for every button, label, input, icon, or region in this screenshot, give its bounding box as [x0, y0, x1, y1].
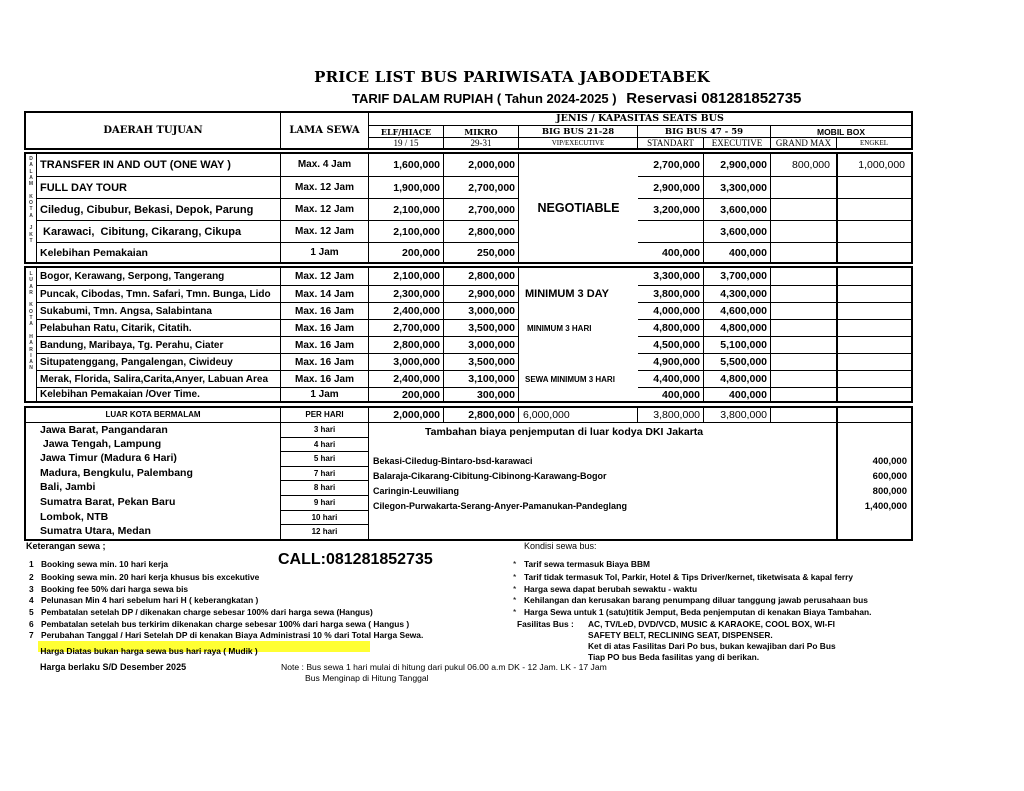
grandmax-price: [770, 242, 836, 262]
bermalam-table: [24, 406, 913, 541]
pickup-price-block: [836, 422, 911, 539]
page-title: PRICE LIST BUS PARIWISATA JABODETABEK: [314, 68, 710, 86]
side-letter: T: [29, 237, 33, 244]
engkel-price: 1,000,000: [836, 154, 911, 176]
area-cell: Bandung, Maribaya, Tg. Perahu, Ciater: [36, 336, 280, 353]
elf-price: 2,400,000: [368, 302, 443, 319]
negotiable-label: NEGOTIABLE: [537, 201, 620, 215]
header-bigbus21-sub: VIP/EXECUTIVE: [518, 137, 637, 148]
engkel-price: [836, 336, 911, 353]
elf-price: 2,300,000: [368, 285, 443, 302]
elf-price: 2,100,000: [368, 198, 443, 220]
luar-kota-table: [24, 266, 913, 403]
elf-price: 1,900,000: [368, 176, 443, 198]
standart-price: [637, 220, 703, 242]
standart-price: 4,000,000: [637, 302, 703, 319]
lama-cell: Max. 16 Jam: [280, 302, 368, 319]
kondisi-item: Tarif tidak termasuk Tol, Parkir, Hotel & Tips Driver/kernet, tiketwisata & kapal ferry: [524, 572, 854, 582]
grandmax-price: [770, 336, 836, 353]
destination-name: Sumatra Barat, Pekan Baru: [40, 496, 176, 508]
standart-price: 4,900,000: [637, 353, 703, 370]
kondisi-item: Harga sewa dapat berubah sewaktu - waktu: [524, 584, 698, 594]
header-daerah: DAERAH TUJUAN: [103, 125, 203, 136]
grandmax-price: [770, 302, 836, 319]
grandmax-price: [770, 319, 836, 336]
area-cell: FULL DAY TOUR: [36, 176, 280, 198]
side-letter: A: [29, 340, 33, 347]
keterangan-title: Keterangan sewa ;: [26, 541, 106, 551]
pickup-route: Caringin-Leuwiliang: [373, 486, 460, 496]
destination-name: Lombok, NTB: [40, 510, 109, 523]
pickup-route: Bekasi-Ciledug-Bintaro-bsd-karawaci: [373, 456, 533, 466]
standart-price: 3,300,000: [637, 268, 703, 285]
mikro-price: 3,000,000: [443, 336, 518, 353]
engkel-price: [836, 176, 911, 198]
executive-price: 4,800,000: [703, 370, 770, 387]
engkel-price: [836, 242, 911, 262]
area-cell: Sukabumi, Tmn. Angsa, Salabintana: [36, 302, 280, 319]
elf-price: 200,000: [368, 387, 443, 401]
mudik-highlight-text: Harga Diatas bukan harga sewa bus hari raya ( Mudik ): [38, 646, 258, 656]
elf-price: 3,000,000: [368, 353, 443, 370]
header-bigbus21: BIG BUS 21-28: [518, 125, 637, 137]
lama-cell: Max. 12 Jam: [280, 268, 368, 285]
minimum-cell: [518, 268, 638, 401]
side-letter: K: [29, 193, 33, 200]
pickup-block: [368, 422, 836, 539]
standart-price: 400,000: [637, 242, 703, 262]
lama-cell: 1 Jam: [280, 242, 368, 262]
executive-price: 4,600,000: [703, 302, 770, 319]
bullet-icon: *: [513, 559, 517, 569]
grandmax-price: [770, 220, 836, 242]
executive-price: 3,600,000: [703, 198, 770, 220]
area-cell: Situpatenggang, Pangalengan, Ciwideuy: [36, 353, 280, 370]
elf-price: 2,100,000: [368, 268, 443, 285]
standart-price: 2,900,000: [637, 176, 703, 198]
side-letter: J: [29, 225, 33, 232]
bermalam-mikro: 2,800,000: [443, 408, 518, 422]
note-number: 1: [29, 559, 34, 569]
bullet-icon: *: [513, 584, 517, 594]
executive-price: 3,300,000: [703, 176, 770, 198]
kondisi-item: Kehilangan dan kerusakan barang penumpang diluar tanggung jawab perusahaan bus: [524, 595, 868, 605]
mikro-price: 3,500,000: [443, 319, 518, 336]
kondisi-item: Harga Sewa untuk 1 (satu)titik Jemput, Beda penjemputan di kenakan Biaya Tambahan.: [524, 607, 872, 617]
lama-cell: 1 Jam: [280, 387, 368, 401]
pickup-route: Cilegon-Purwakarta-Serang-Anyer-Pamanukan-Pandeglang: [373, 501, 628, 511]
destination-name: Sumatra Utara, Medan: [40, 525, 151, 538]
bermalam-grandmax: [770, 408, 836, 422]
note-text: Booking fee 50% dari harga sewa bis: [41, 584, 189, 594]
lama-cell: Max. 16 Jam: [280, 353, 368, 370]
side-letter: I: [30, 352, 32, 359]
note-line-1: Note : Bus sewa 1 hari mulai di hitung dari pukul 06.00 a.m DK - 12 Jam. LK - 17 Jam: [281, 662, 607, 672]
executive-price: 5,500,000: [703, 353, 770, 370]
reservation-phone: Reservasi 081281852735: [626, 90, 802, 107]
bullet-icon: *: [513, 595, 517, 605]
lama-cell: Max. 16 Jam: [280, 336, 368, 353]
per-hari-label: PER HARI: [280, 408, 368, 422]
grandmax-price: [770, 198, 836, 220]
lama-cell: Max. 16 Jam: [280, 370, 368, 387]
side-letter: L: [29, 271, 33, 277]
fasilitas-item: Ket di atas Fasilitas Dari Po bus, bukan kewajiban dari Po Bus: [588, 641, 836, 651]
header-engkel: ENGKEL: [836, 137, 911, 148]
pickup-price: 1,400,000: [864, 501, 907, 512]
note-text: Pelunasan Min 4 hari sebelum hari H ( keberangkatan ): [41, 595, 259, 605]
mudik-highlight: [38, 641, 370, 656]
engkel-price: [836, 285, 911, 302]
sewa-minimum-label: SEWA MINIMUM 3 HARI: [525, 375, 615, 384]
engkel-price: [836, 319, 911, 336]
bermalam-elf: 2,000,000: [368, 408, 443, 422]
table-header: [24, 111, 913, 150]
executive-price: 3,600,000: [703, 220, 770, 242]
side-letter: A: [29, 174, 33, 181]
executive-price: 3,700,000: [703, 268, 770, 285]
note-number: 6: [29, 619, 34, 629]
note-text: Booking sewa min. 10 hari kerja: [41, 559, 169, 569]
note-text: Pembatalan setelah bus terkirim dikenakan charge sebesar 100% dari harga sewa ( Hangus ): [41, 619, 410, 629]
destination-days: 9 hari: [280, 495, 368, 510]
header-jenis: JENIS / KAPASITAS SEATS BUS: [368, 113, 911, 125]
fasilitas-item: Tiap PO bus Beda fasilitas yang di berikan.: [588, 652, 760, 662]
header-standart: STANDART: [637, 137, 703, 148]
negotiable-cell: [518, 154, 638, 262]
header-mikro-sub: 29-31: [443, 137, 518, 148]
destination-days: 7 hari: [280, 466, 368, 481]
mikro-price: 2,900,000: [443, 285, 518, 302]
fasilitas-item: AC, TV/LeD, DVD/VCD, MUSIC & KARAOKE, COOL BOX, WI-FI: [588, 619, 835, 629]
kondisi-item: Tarif sewa termasuk Biaya BBM: [524, 559, 650, 569]
tariff-caption: TARIF DALAM RUPIAH ( Tahun 2024-2025 ): [352, 91, 617, 106]
minimum-3-day-label: MINIMUM 3 DAY: [525, 288, 609, 300]
side-letter: A: [29, 212, 33, 219]
header-bigbus47: BIG BUS 47 - 59: [637, 125, 770, 137]
engkel-price: [836, 220, 911, 242]
side-letter: M: [28, 181, 34, 188]
area-cell: Karawaci, Cibitung, Cikarang, Cikupa: [36, 220, 280, 242]
lama-cell: Max. 12 Jam: [280, 220, 368, 242]
lama-cell: Max. 12 Jam: [280, 176, 368, 198]
call-number: CALL:081281852735: [278, 551, 433, 568]
destination-name: Jawa Barat, Pangandaran: [26, 422, 280, 436]
standart-price: 3,800,000: [637, 285, 703, 302]
lama-cell: Max. 4 Jam: [280, 154, 368, 176]
pickup-title: Tambahan biaya penjemputan di luar kodya DKI Jakarta: [425, 426, 704, 438]
fasilitas-item: SAFETY BELT, RECLINING SEAT, DISPENSER.: [588, 630, 773, 640]
destination-name: Jawa Tengah, Lampung: [40, 437, 162, 450]
dalam-kota-table: [24, 152, 913, 264]
grandmax-price: [770, 353, 836, 370]
destination-days: 3 hari: [280, 422, 368, 437]
side-letter: A: [29, 321, 33, 328]
side-letter: D: [29, 156, 33, 162]
side-letter: L: [29, 168, 33, 175]
mikro-price: 300,000: [443, 387, 518, 401]
area-cell: Puncak, Cibodas, Tmn. Safari, Tmn. Bunga, Lido: [36, 285, 280, 302]
engkel-price: [836, 198, 911, 220]
side-letter: K: [29, 231, 33, 238]
side-letter: R: [29, 289, 33, 296]
standart-price: 3,200,000: [637, 198, 703, 220]
grandmax-price: [770, 370, 836, 387]
mikro-price: 2,700,000: [443, 198, 518, 220]
executive-price: 4,300,000: [703, 285, 770, 302]
elf-price: 1,600,000: [368, 154, 443, 176]
lama-cell: Max. 12 Jam: [280, 198, 368, 220]
destination-days: 5 hari: [280, 451, 368, 466]
grandmax-price: 800,000: [770, 154, 836, 176]
side-letter: O: [29, 200, 33, 207]
grandmax-price: [770, 387, 836, 401]
header-executive: EXECUTIVE: [703, 137, 770, 148]
note-text: Perubahan Tanggal / Hari Setelah DP di kenakan Biaya Administrasi 10 % dari Total Harga Sewa.: [41, 630, 424, 640]
executive-price: 2,900,000: [703, 154, 770, 176]
grandmax-price: [770, 285, 836, 302]
area-cell: Ciledug, Cibubur, Bekasi, Depok, Parung: [36, 198, 280, 220]
mikro-price: 2,000,000: [443, 154, 518, 176]
note-line-2: Bus Menginap di Hitung Tanggal: [305, 673, 429, 683]
area-cell: Pelabuhan Ratu, Citarik, Citatih.: [36, 319, 280, 336]
elf-price: 2,400,000: [368, 370, 443, 387]
bermalam-engkel: [836, 408, 911, 422]
lama-cell: Max. 14 Jam: [280, 285, 368, 302]
standart-price: 2,700,000: [637, 154, 703, 176]
luar-kota-side-label: [26, 271, 36, 372]
note-number: 2: [29, 572, 34, 582]
minimum-3-hari-label: MINIMUM 3 HARI: [527, 324, 592, 333]
pickup-route: Balaraja-Cikarang-Cibitung-Cibinong-Karawang-Bogor: [373, 471, 607, 481]
note-text: Booking sewa min. 20 hari kerja khusus bis excekutive: [41, 572, 260, 582]
mikro-price: 3,500,000: [443, 353, 518, 370]
elf-price: 2,700,000: [368, 319, 443, 336]
executive-price: 400,000: [703, 242, 770, 262]
fasilitas-label: Fasilitas Bus :: [517, 619, 574, 629]
destination-name: Bali, Jambi: [40, 481, 96, 494]
standart-price: 4,400,000: [637, 370, 703, 387]
side-letter: A: [29, 283, 33, 290]
header-elf-sub: 19 / 15: [368, 137, 443, 148]
destination-name: Jawa Timur (Madura 6 Hari): [40, 452, 177, 465]
note-number: 4: [29, 595, 34, 605]
note-number: 7: [29, 630, 34, 640]
mikro-price: 250,000: [443, 242, 518, 262]
destination-days: 12 hari: [280, 524, 368, 539]
lama-cell: Max. 16 Jam: [280, 319, 368, 336]
header-lama: LAMA SEWA: [280, 113, 368, 148]
executive-price: 5,100,000: [703, 336, 770, 353]
bullet-icon: *: [513, 607, 517, 617]
bermalam-executive: 3,800,000: [703, 408, 770, 422]
elf-price: 2,100,000: [368, 220, 443, 242]
mikro-price: 2,700,000: [443, 176, 518, 198]
header-grandmax: GRAND MAX: [770, 137, 836, 148]
side-letter: O: [29, 308, 33, 315]
executive-price: 4,800,000: [703, 319, 770, 336]
executive-price: 400,000: [703, 387, 770, 401]
engkel-price: [836, 387, 911, 401]
area-cell: Kelebihan Pemakaian /Over Time.: [36, 387, 280, 401]
header-mobilbox: MOBIL BOX: [770, 125, 911, 137]
side-letter: T: [29, 206, 33, 213]
dalam-kota-side-label: [26, 156, 36, 244]
header-elf: ELF/HIACE: [368, 125, 443, 137]
destination-days: 8 hari: [280, 480, 368, 495]
kondisi-title: Kondisi sewa bus:: [524, 541, 597, 551]
side-letter: H: [29, 333, 33, 340]
elf-price: 2,800,000: [368, 336, 443, 353]
side-letter: U: [29, 277, 33, 284]
area-cell: Merak, Florida, Salira,Carita,Anyer, Labuan Area: [36, 370, 280, 387]
mikro-price: 2,800,000: [443, 268, 518, 285]
page-subtitle: [352, 90, 801, 107]
side-letter: R: [29, 346, 33, 353]
standart-price: 4,800,000: [637, 319, 703, 336]
pickup-price: 400,000: [872, 456, 907, 467]
header-mikro: MIKRO: [443, 125, 518, 137]
side-letter: A: [29, 359, 33, 366]
side-letter: K: [29, 302, 33, 309]
side-letter: A: [29, 162, 33, 169]
bermalam-standart: 3,800,000: [637, 408, 703, 422]
engkel-price: [836, 302, 911, 319]
side-letter: T: [29, 315, 33, 322]
area-cell: Kelebihan Pemakaian: [36, 242, 280, 262]
area-cell: TRANSFER IN AND OUT (ONE WAY ): [36, 154, 280, 176]
pickup-price: 600,000: [872, 471, 907, 482]
berlaku-text: Harga berlaku S/D Desember 2025: [40, 662, 187, 672]
destination-days: 10 hari: [280, 510, 368, 525]
mikro-price: 3,000,000: [443, 302, 518, 319]
elf-price: 200,000: [368, 242, 443, 262]
side-letter: N: [29, 365, 33, 372]
mikro-price: 2,800,000: [443, 220, 518, 242]
bermalam-bigbus21: 6,000,000: [518, 408, 637, 422]
mikro-price: 3,100,000: [443, 370, 518, 387]
bullet-icon: *: [513, 572, 517, 582]
bermalam-label: LUAR KOTA BERMALAM: [105, 410, 201, 419]
pickup-price: 800,000: [872, 486, 907, 497]
engkel-price: [836, 370, 911, 387]
note-number: 5: [29, 607, 34, 617]
engkel-price: [836, 268, 911, 285]
area-cell: Bogor, Kerawang, Serpong, Tangerang: [36, 268, 280, 285]
note-number: 3: [29, 584, 34, 594]
grandmax-price: [770, 176, 836, 198]
engkel-price: [836, 353, 911, 370]
standart-price: 400,000: [637, 387, 703, 401]
note-text: Pembatalan setelah DP / dikenakan charge sebesar 100% dari harga sewa (Hangus): [41, 607, 373, 617]
standart-price: 4,500,000: [637, 336, 703, 353]
destination-name: Madura, Bengkulu, Palembang: [40, 466, 193, 479]
grandmax-price: [770, 268, 836, 285]
destination-days: 4 hari: [280, 437, 368, 452]
